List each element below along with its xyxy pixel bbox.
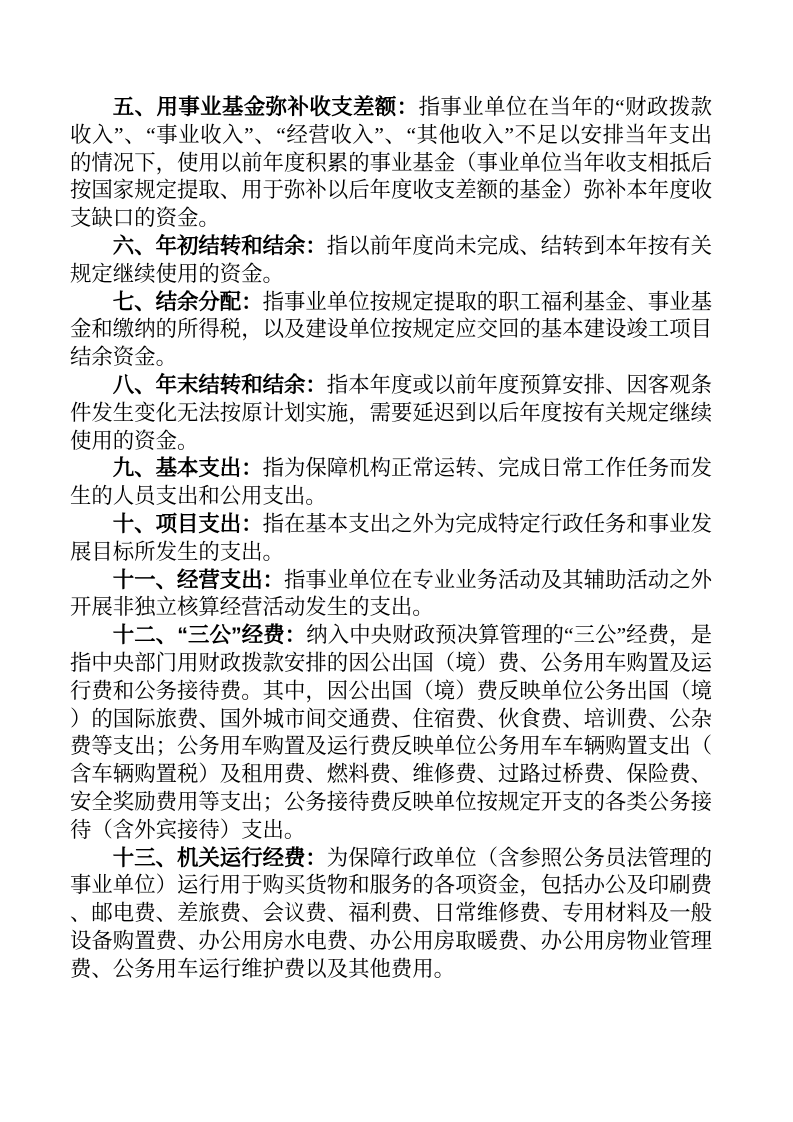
glossary-paragraph xyxy=(70,845,712,984)
term-label: 十二、“三公”经费： xyxy=(112,623,307,648)
term-label: 十一、经营支出： xyxy=(112,567,284,592)
glossary-paragraph xyxy=(70,233,712,289)
definition-text: 纳入中央财政预决算管理的“三公”经费，是指中央部门用财政拨款安排的因公出国（境）费、公务用车购置及运行费和公务接待费。其中，因公出国（境）费反映单位公务出国（境）的国际旅费、国外城市间交通费、住宿费、伙食费、培训费、公杂费等支出；公务用车购置及运行费反映单位公务用车车辆购置支出（含车辆购置税）及租用费、燃料费、维修费、过路过桥费、保险费、安全奖励费用等支出；公务接待费反映单位按规定开支的各类公务接待（含外宾接待）支出。 xyxy=(70,623,712,842)
term-label: 十、项目支出： xyxy=(112,511,263,536)
glossary-paragraph xyxy=(70,455,712,511)
term-label: 十三、机关运行经费： xyxy=(112,845,327,870)
term-label: 六、年初结转和结余： xyxy=(112,233,327,258)
term-label: 八、年末结转和结余： xyxy=(112,372,327,397)
definition-text: 指事业单位在专业业务活动及其辅助活动之外开展非独立核算经营活动发生的支出。 xyxy=(70,567,712,620)
document-body xyxy=(70,94,712,984)
definition-text: 指本年度或以前年度预算安排、因客观条件发生变化无法按原计划实施，需要延迟到以后年度按有关规定继续使用的资金。 xyxy=(70,372,712,453)
definition-text: 指为保障机构正常运转、完成日常工作任务而发生的人员支出和公用支出。 xyxy=(70,456,712,509)
definition-text: 为保障行政单位（含参照公务员法管理的事业单位）运行用于购买货物和服务的各项资金，包括办公及印刷费、邮电费、差旅费、会议费、福利费、日常维修费、专用材料及一般设备购置费、办公用房水电费、办公用房取暖费、办公用房物业管理费、公务用车运行维护费以及其他费用。 xyxy=(70,845,712,981)
term-label: 九、基本支出： xyxy=(112,456,263,481)
glossary-paragraph xyxy=(70,622,712,844)
glossary-paragraph xyxy=(70,511,712,567)
definition-text: 指在基本支出之外为完成特定行政任务和事业发展目标所发生的支出。 xyxy=(70,511,712,564)
definition-text: 指事业单位在当年的“财政拨款收入”、“事业收入”、“经营收入”、“其他收入”不足以安排当年支出的情况下，使用以前年度积累的事业基金（事业单位当年收支相抵后按国家规定提取、用于弥补以后年度收支差额的基金）弥补本年度收支缺口的资金。 xyxy=(70,95,712,231)
glossary-paragraph xyxy=(70,567,712,623)
definition-text: 指事业单位按规定提取的职工福利基金、事业基金和缴纳的所得税，以及建设单位按规定应交回的基本建设竣工项目结余资金。 xyxy=(70,289,712,370)
term-label: 七、结余分配： xyxy=(112,289,263,314)
term-label: 五、用事业基金弥补收支差额： xyxy=(112,95,419,119)
definition-text: 指以前年度尚未完成、结转到本年按有关规定继续使用的资金。 xyxy=(70,233,712,286)
glossary-paragraph xyxy=(70,289,712,372)
glossary-paragraph xyxy=(70,372,712,455)
glossary-paragraph xyxy=(70,94,712,233)
